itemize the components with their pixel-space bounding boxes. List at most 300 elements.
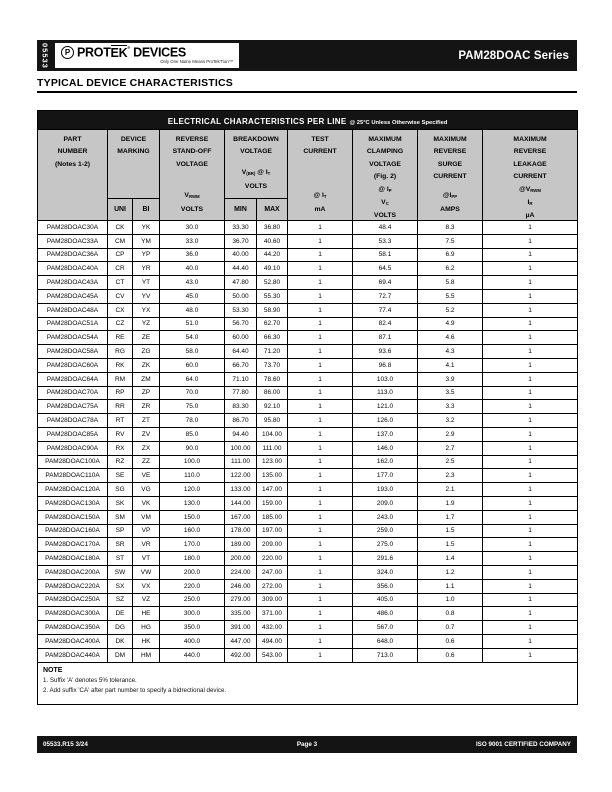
clamping-voltage-cell: 209.0 [353,496,418,510]
test-current-cell: 1 [288,579,353,593]
leakage-current-cell: 1 [483,634,578,648]
breakdown-min-cell: 36.70 [225,234,257,248]
part-number-cell: PAM28DOAC150A [38,510,108,524]
bi-marking-cell: YK [133,221,160,235]
breakdown-max-cell: 432.00 [257,621,288,635]
test-current-cell: 1 [288,358,353,372]
uni-marking-cell: RR [108,400,133,414]
uni-marking-cell: CM [108,234,133,248]
surge-current-cell: 5.5 [418,289,483,303]
surge-current-cell: 4.3 [418,345,483,359]
breakdown-min-cell: 178.00 [225,524,257,538]
col-header-device-marking: DEVICE MARKING [108,130,160,199]
part-number-cell: PAM28DOAC250A [38,593,108,607]
part-number-cell: PAM28DOAC200A [38,565,108,579]
col-header-breakdown-voltage: BREAKDOWN VOLTAGE V(BR) @ IT VOLTS [225,130,288,199]
table-row [38,331,578,345]
surge-current-cell: 4.6 [418,331,483,345]
clamping-voltage-cell: 291.6 [353,552,418,566]
leakage-current-cell: 1 [483,565,578,579]
breakdown-max-cell: 220.00 [257,552,288,566]
surge-current-cell: 3.5 [418,386,483,400]
uni-marking-cell: CP [108,248,133,262]
col-subheader-min: MIN [225,199,257,221]
clamping-voltage-cell: 77.4 [353,303,418,317]
breakdown-max-cell: 159.00 [257,496,288,510]
footer-band [37,736,577,753]
section-rule [37,91,577,93]
col-header-leakage-current: MAXIMUM REVERSE LEAKAGE CURRENT @VRWM IR µA [483,130,578,221]
standoff-voltage-cell: 30.0 [160,221,225,235]
leakage-current-cell: 1 [483,317,578,331]
breakdown-min-cell: 47.80 [225,276,257,290]
breakdown-min-cell: 86.70 [225,414,257,428]
leakage-current-cell: 1 [483,358,578,372]
clamping-voltage-cell: 48.4 [353,221,418,235]
doc-number-vertical [37,40,53,71]
protek-logo [55,43,239,68]
note-line-2: 2. Add suffix 'CA' after part number to specify a bidrectional device. [43,687,227,695]
breakdown-min-cell: 492.00 [225,648,257,662]
breakdown-max-cell: 95.80 [257,414,288,428]
test-current-cell: 1 [288,317,353,331]
test-current-cell: 1 [288,289,353,303]
table-row [38,455,578,469]
clamping-voltage-cell: 275.0 [353,538,418,552]
breakdown-min-cell: 60.00 [225,331,257,345]
surge-current-cell: 1.7 [418,510,483,524]
surge-current-cell: 0.8 [418,607,483,621]
uni-marking-cell: SG [108,483,133,497]
part-number-cell: PAM28DOAC220A [38,579,108,593]
standoff-voltage-cell: 110.0 [160,469,225,483]
leakage-current-cell: 1 [483,607,578,621]
part-number-cell: PAM28DOAC40A [38,262,108,276]
surge-current-cell: 3.9 [418,372,483,386]
leakage-current-cell: 1 [483,441,578,455]
leakage-current-cell: 1 [483,621,578,635]
uni-marking-cell: CR [108,262,133,276]
standoff-voltage-cell: 78.0 [160,414,225,428]
part-number-cell: PAM28DOAC33A [38,234,108,248]
breakdown-max-cell: 73.70 [257,358,288,372]
surge-current-cell: 1.5 [418,524,483,538]
clamping-voltage-cell: 82.4 [353,317,418,331]
bi-marking-cell: VT [133,552,160,566]
part-number-cell: PAM28DOAC60A [38,358,108,372]
footer-iso-certification: ISO 9001 CERTIFIED COMPANY [475,741,571,748]
leakage-current-cell: 1 [483,483,578,497]
uni-marking-cell: SW [108,565,133,579]
breakdown-max-cell: 494.00 [257,634,288,648]
col-subheader-uni: UNI [108,199,133,221]
surge-current-cell: 3.3 [418,400,483,414]
breakdown-max-cell: 44.20 [257,248,288,262]
surge-current-cell: 1.0 [418,593,483,607]
table-row [38,538,578,552]
part-number-cell: PAM28DOAC43A [38,276,108,290]
standoff-voltage-cell: 350.0 [160,621,225,635]
table-row [38,469,578,483]
uni-marking-cell: SE [108,469,133,483]
breakdown-min-cell: 94.40 [225,427,257,441]
part-number-cell: PAM28DOAC64A [38,372,108,386]
part-number-cell: PAM28DOAC130A [38,496,108,510]
breakdown-min-cell: 111.00 [225,455,257,469]
surge-current-cell: 7.5 [418,234,483,248]
test-current-cell: 1 [288,400,353,414]
surge-current-cell: 8.3 [418,221,483,235]
table-row [38,345,578,359]
breakdown-max-cell: 123.00 [257,455,288,469]
bi-marking-cell: YV [133,289,160,303]
breakdown-max-cell: 104.00 [257,427,288,441]
breakdown-max-cell: 92.10 [257,400,288,414]
leakage-current-cell: 1 [483,386,578,400]
test-current-cell: 1 [288,234,353,248]
table-row [38,221,578,235]
leakage-current-cell: 1 [483,331,578,345]
part-number-cell: PAM28DOAC440A [38,648,108,662]
test-current-cell: 1 [288,607,353,621]
surge-current-cell: 2.7 [418,441,483,455]
standoff-voltage-cell: 400.0 [160,634,225,648]
table-row [38,372,578,386]
part-number-cell: PAM28DOAC110A [38,469,108,483]
part-number-cell: PAM28DOAC78A [38,414,108,428]
part-number-cell: PAM28DOAC100A [38,455,108,469]
clamping-voltage-cell: 69.4 [353,276,418,290]
table-row [38,262,578,276]
surge-current-cell: 1.5 [418,538,483,552]
breakdown-min-cell: 100.00 [225,441,257,455]
uni-marking-cell: SZ [108,593,133,607]
standoff-voltage-cell: 70.0 [160,386,225,400]
standoff-voltage-cell: 40.0 [160,262,225,276]
bi-marking-cell: YM [133,234,160,248]
surge-current-cell: 2.1 [418,483,483,497]
breakdown-min-cell: 224.00 [225,565,257,579]
uni-marking-cell: CV [108,289,133,303]
table-row [38,593,578,607]
part-number-cell: PAM28DOAC70A [38,386,108,400]
bi-marking-cell: ZM [133,372,160,386]
uni-marking-cell: SX [108,579,133,593]
standoff-voltage-cell: 160.0 [160,524,225,538]
bi-marking-cell: YT [133,276,160,290]
part-number-cell: PAM28DOAC45A [38,289,108,303]
part-number-cell: PAM28DOAC350A [38,621,108,635]
standoff-voltage-cell: 120.0 [160,483,225,497]
uni-marking-cell: DM [108,648,133,662]
breakdown-max-cell: 111.00 [257,441,288,455]
test-current-cell: 1 [288,634,353,648]
clamping-voltage-cell: 53.3 [353,234,418,248]
bi-marking-cell: VR [133,538,160,552]
test-current-cell: 1 [288,524,353,538]
breakdown-max-cell: 543.00 [257,648,288,662]
standoff-voltage-cell: 58.0 [160,345,225,359]
leakage-current-cell: 1 [483,455,578,469]
characteristics-table-wrap [37,110,577,705]
col-subheader-max: MAX [257,199,288,221]
part-number-cell: PAM28DOAC36A [38,248,108,262]
standoff-voltage-cell: 200.0 [160,565,225,579]
breakdown-min-cell: 56.70 [225,317,257,331]
clamping-voltage-cell: 103.0 [353,372,418,386]
table-row [38,621,578,635]
leakage-current-cell: 1 [483,221,578,235]
part-number-cell: PAM28DOAC30A [38,221,108,235]
clamping-voltage-cell: 243.0 [353,510,418,524]
test-current-cell: 1 [288,372,353,386]
uni-marking-cell: DG [108,621,133,635]
standoff-voltage-cell: 150.0 [160,510,225,524]
clamping-voltage-cell: 259.0 [353,524,418,538]
breakdown-min-cell: 40.00 [225,248,257,262]
clamping-voltage-cell: 113.0 [353,386,418,400]
surge-current-cell: 0.6 [418,648,483,662]
uni-marking-cell: SP [108,524,133,538]
footer-page-number: Page 3 [296,741,318,748]
test-current-cell: 1 [288,496,353,510]
breakdown-max-cell: 147.00 [257,483,288,497]
col-header-test-current: TEST CURRENT @ IT mA [288,130,353,221]
breakdown-max-cell: 86.00 [257,386,288,400]
test-current-cell: 1 [288,345,353,359]
test-current-cell: 1 [288,386,353,400]
uni-marking-cell: SM [108,510,133,524]
part-number-cell: PAM28DOAC75A [38,400,108,414]
breakdown-min-cell: 64.40 [225,345,257,359]
uni-marking-cell: CZ [108,317,133,331]
breakdown-max-cell: 66.30 [257,331,288,345]
surge-current-cell: 1.4 [418,552,483,566]
part-number-cell: PAM28DOAC90A [38,441,108,455]
clamping-voltage-cell: 93.6 [353,345,418,359]
table-row [38,248,578,262]
uni-marking-cell: RK [108,358,133,372]
leakage-current-cell: 1 [483,262,578,276]
breakdown-min-cell: 50.00 [225,289,257,303]
leakage-current-cell: 1 [483,552,578,566]
doc-number-text: 05533 [40,42,50,69]
breakdown-max-cell: 62.70 [257,317,288,331]
leakage-current-cell: 1 [483,414,578,428]
standoff-voltage-cell: 90.0 [160,441,225,455]
standoff-voltage-cell: 170.0 [160,538,225,552]
surge-current-cell: 1.9 [418,496,483,510]
uni-marking-cell: RX [108,441,133,455]
test-current-cell: 1 [288,427,353,441]
bi-marking-cell: ZZ [133,455,160,469]
test-current-cell: 1 [288,621,353,635]
breakdown-min-cell: 246.00 [225,579,257,593]
bi-marking-cell: ZT [133,414,160,428]
uni-marking-cell: ST [108,552,133,566]
clamping-voltage-cell: 87.1 [353,331,418,345]
clamping-voltage-cell: 486.0 [353,607,418,621]
brand-tagline: Only One Name Means ProTek'Tion™ [160,58,233,64]
breakdown-max-cell: 272.00 [257,579,288,593]
leakage-current-cell: 1 [483,496,578,510]
part-number-cell: PAM28DOAC54A [38,331,108,345]
clamping-voltage-cell: 137.0 [353,427,418,441]
breakdown-min-cell: 83.30 [225,400,257,414]
part-number-cell: PAM28DOAC58A [38,345,108,359]
part-number-cell: PAM28DOAC51A [38,317,108,331]
uni-marking-cell: RE [108,331,133,345]
leakage-current-cell: 1 [483,345,578,359]
breakdown-min-cell: 144.00 [225,496,257,510]
clamping-voltage-cell: 405.0 [353,593,418,607]
part-number-cell: PAM28DOAC180A [38,552,108,566]
bi-marking-cell: VP [133,524,160,538]
bi-marking-cell: VK [133,496,160,510]
breakdown-max-cell: 40.60 [257,234,288,248]
clamping-voltage-cell: 126.0 [353,414,418,428]
clamping-voltage-cell: 713.0 [353,648,418,662]
surge-current-cell: 2.5 [418,455,483,469]
table-row [38,510,578,524]
bi-marking-cell: VE [133,469,160,483]
leakage-current-cell: 1 [483,510,578,524]
uni-marking-cell: CT [108,276,133,290]
breakdown-min-cell: 391.00 [225,621,257,635]
test-current-cell: 1 [288,248,353,262]
leakage-current-cell: 1 [483,524,578,538]
uni-marking-cell: RZ [108,455,133,469]
uni-marking-cell: CX [108,303,133,317]
part-number-cell: PAM28DOAC85A [38,427,108,441]
standoff-voltage-cell: 130.0 [160,496,225,510]
standoff-voltage-cell: 51.0 [160,317,225,331]
test-current-cell: 1 [288,565,353,579]
clamping-voltage-cell: 64.5 [353,262,418,276]
bi-marking-cell: ZG [133,345,160,359]
leakage-current-cell: 1 [483,372,578,386]
col-header-part-number: PART NUMBER (Notes 1-2) [38,130,108,221]
table-row [38,496,578,510]
test-current-cell: 1 [288,276,353,290]
uni-marking-cell: DK [108,634,133,648]
breakdown-max-cell: 185.00 [257,510,288,524]
test-current-cell: 1 [288,221,353,235]
bi-marking-cell: ZE [133,331,160,345]
surge-current-cell: 5.2 [418,303,483,317]
breakdown-max-cell: 58.90 [257,303,288,317]
bi-marking-cell: YP [133,248,160,262]
standoff-voltage-cell: 48.0 [160,303,225,317]
clamping-voltage-cell: 58.1 [353,248,418,262]
bi-marking-cell: HK [133,634,160,648]
clamping-voltage-cell: 121.0 [353,400,418,414]
breakdown-max-cell: 209.00 [257,538,288,552]
section-title: TYPICAL DEVICE CHARACTERISTICS [37,77,233,89]
brand-wordmark: PROTEK® DEVICES [77,45,186,60]
standoff-voltage-cell: 220.0 [160,579,225,593]
breakdown-min-cell: 133.00 [225,483,257,497]
standoff-voltage-cell: 43.0 [160,276,225,290]
breakdown-min-cell: 44.40 [225,262,257,276]
table-row [38,634,578,648]
standoff-voltage-cell: 60.0 [160,358,225,372]
bi-marking-cell: HM [133,648,160,662]
bi-marking-cell: VZ [133,593,160,607]
part-number-cell: PAM28DOAC48A [38,303,108,317]
clamping-voltage-cell: 324.0 [353,565,418,579]
table-row [38,386,578,400]
table-row [38,234,578,248]
table-row [38,427,578,441]
part-number-cell: PAM28DOAC400A [38,634,108,648]
uni-marking-cell: RP [108,386,133,400]
leakage-current-cell: 1 [483,276,578,290]
breakdown-max-cell: 52.80 [257,276,288,290]
part-number-cell: PAM28DOAC170A [38,538,108,552]
leakage-current-cell: 1 [483,289,578,303]
leakage-current-cell: 1 [483,648,578,662]
surge-current-cell: 0.6 [418,634,483,648]
footer-doc-revision: 05533.R15 3/24 [43,741,88,748]
standoff-voltage-cell: 100.0 [160,455,225,469]
breakdown-min-cell: 53.30 [225,303,257,317]
surge-current-cell: 3.2 [418,414,483,428]
table-row [38,289,578,303]
test-current-cell: 1 [288,510,353,524]
uni-marking-cell: RV [108,427,133,441]
uni-marking-cell: SK [108,496,133,510]
breakdown-min-cell: 335.00 [225,607,257,621]
bi-marking-cell: ZR [133,400,160,414]
breakdown-min-cell: 122.00 [225,469,257,483]
table-row [38,276,578,290]
surge-current-cell: 6.9 [418,248,483,262]
clamping-voltage-cell: 96.8 [353,358,418,372]
breakdown-min-cell: 189.00 [225,538,257,552]
standoff-voltage-cell: 64.0 [160,372,225,386]
bi-marking-cell: ZX [133,441,160,455]
standoff-voltage-cell: 45.0 [160,289,225,303]
leakage-current-cell: 1 [483,469,578,483]
table-row [38,579,578,593]
surge-current-cell: 6.2 [418,262,483,276]
surge-current-cell: 4.9 [418,317,483,331]
breakdown-min-cell: 167.00 [225,510,257,524]
table-row [38,414,578,428]
uni-marking-cell: RM [108,372,133,386]
col-header-standoff-voltage: REVERSE STAND-OFF VOLTAGE VRWM VOLTS [160,130,225,221]
standoff-voltage-cell: 33.0 [160,234,225,248]
standoff-voltage-cell: 440.0 [160,648,225,662]
bi-marking-cell: YX [133,303,160,317]
breakdown-min-cell: 71.10 [225,372,257,386]
test-current-cell: 1 [288,455,353,469]
surge-current-cell: 1.1 [418,579,483,593]
breakdown-min-cell: 200.00 [225,552,257,566]
bi-marking-cell: YR [133,262,160,276]
leakage-current-cell: 1 [483,427,578,441]
table-row [38,358,578,372]
bi-marking-cell: ZK [133,358,160,372]
table-row [38,552,578,566]
table-row [38,303,578,317]
test-current-cell: 1 [288,552,353,566]
note-section [38,662,578,704]
test-current-cell: 1 [288,441,353,455]
bi-marking-cell: YZ [133,317,160,331]
standoff-voltage-cell: 180.0 [160,552,225,566]
